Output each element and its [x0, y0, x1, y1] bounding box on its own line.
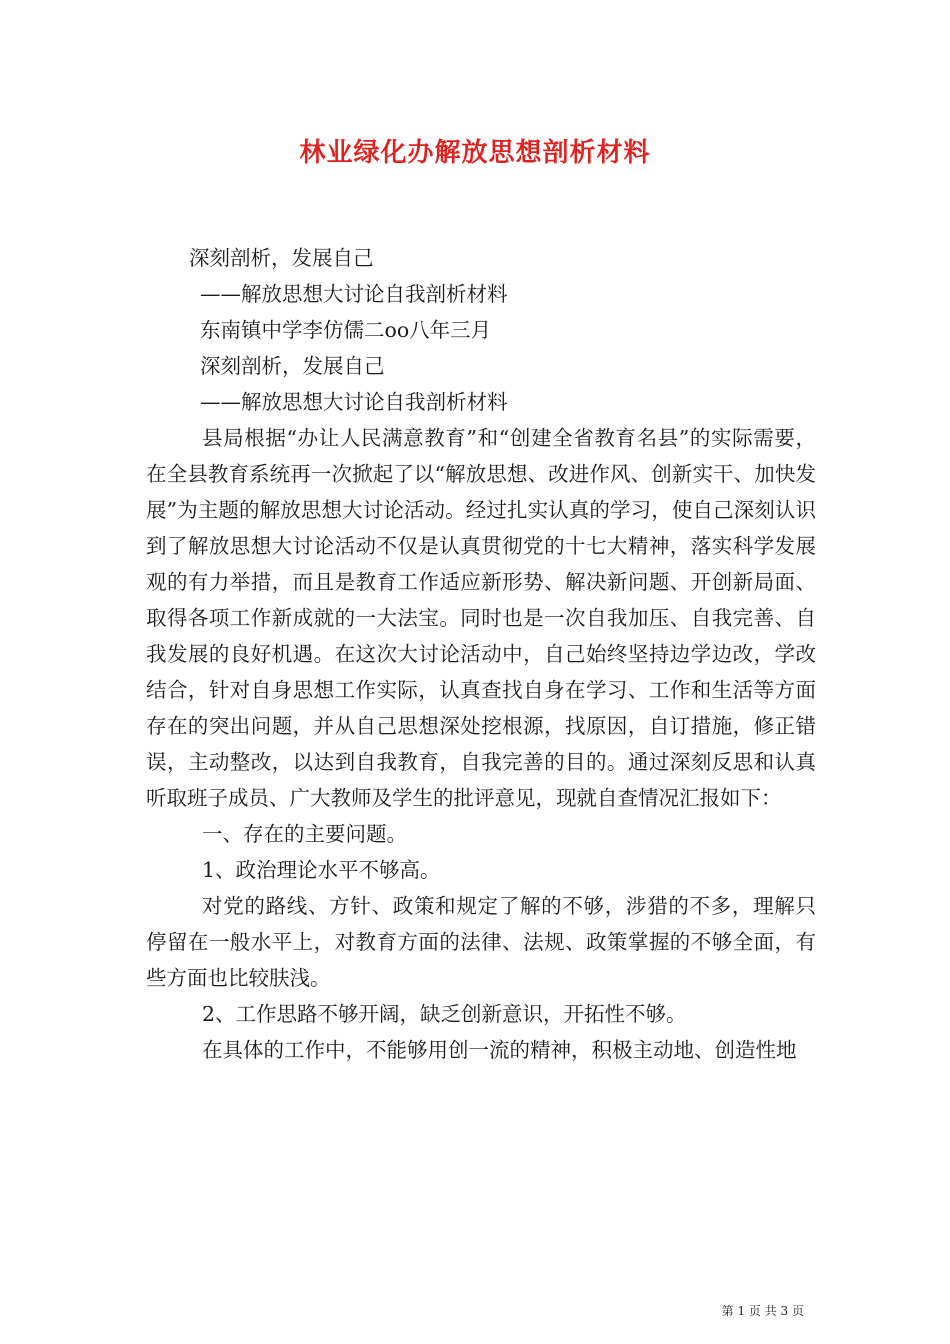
subsection-heading: 1、政治理论水平不够高。 [202, 858, 441, 882]
body-paragraph: 在具体的工作中，不能够用创一流的精神，积极主动地、创造性地 [202, 1038, 797, 1062]
subtitle-line: 深刻剖析，发展自己 [189, 246, 374, 270]
body-paragraph: 对党的路线、方针、政策和规定了解的不够，涉猎的不多，理解只停留在一般水平上，对教育方面的法律、法规、政策掌握的不够全面，有些方面也比较肤浅。 [146, 894, 816, 990]
body-paragraph: 县局根据“办让人民满意教育”和“创建全省教育名县”的实际需要，在全县教育系统再一次掀起了以“解放思想、改进作风、创新实干、加快发展”为主题的解放思想大讨论活动。经过扎实认真的学习，使自己深刻认识到了解放思想大讨论活动不仅是认真贯彻党的十七大精神，落实科学发展观的有力举措，而且是教育工作适应新形势、解决新问题、开创新局面、取得各项工作新成就的一大法宝。同时也是一次自我加压、自我完善、自我发展的良好机遇。在这次大讨论活动中，自己始终坚持边学边改，学改结合，针对自身思想工作实际，认真查找自身在学习、工作和生活等方面存在的突出问题，并从自己思想深处挖根源，找原因，自订措施，修正错误，主动整改，以达到自我教育，自我完善的目的。通过深刻反思和认真听取班子成员、广大教师及学生的批评意见，现就自查情况汇报如下： [146, 426, 816, 810]
document-title: 林业绿化办解放思想剖析材料 [299, 138, 651, 168]
subsection-heading: 2、工作思路不够开阔，缺乏创新意识，开拓性不够。 [202, 1002, 687, 1026]
section-heading: 一、存在的主要问题。 [202, 822, 407, 846]
subtitle-line: 深刻剖析，发展自己 [200, 354, 385, 378]
subtitle-line: ——解放思想大讨论自我剖析材料 [200, 390, 508, 414]
subtitle-line: ——解放思想大讨论自我剖析材料 [200, 282, 508, 306]
document-body [146, 240, 816, 1068]
page-number-footer: 第 1 页 共 3 页 [721, 1304, 804, 1318]
author-date-line: 东南镇中学李仿儒二oo八年三月 [200, 318, 492, 342]
